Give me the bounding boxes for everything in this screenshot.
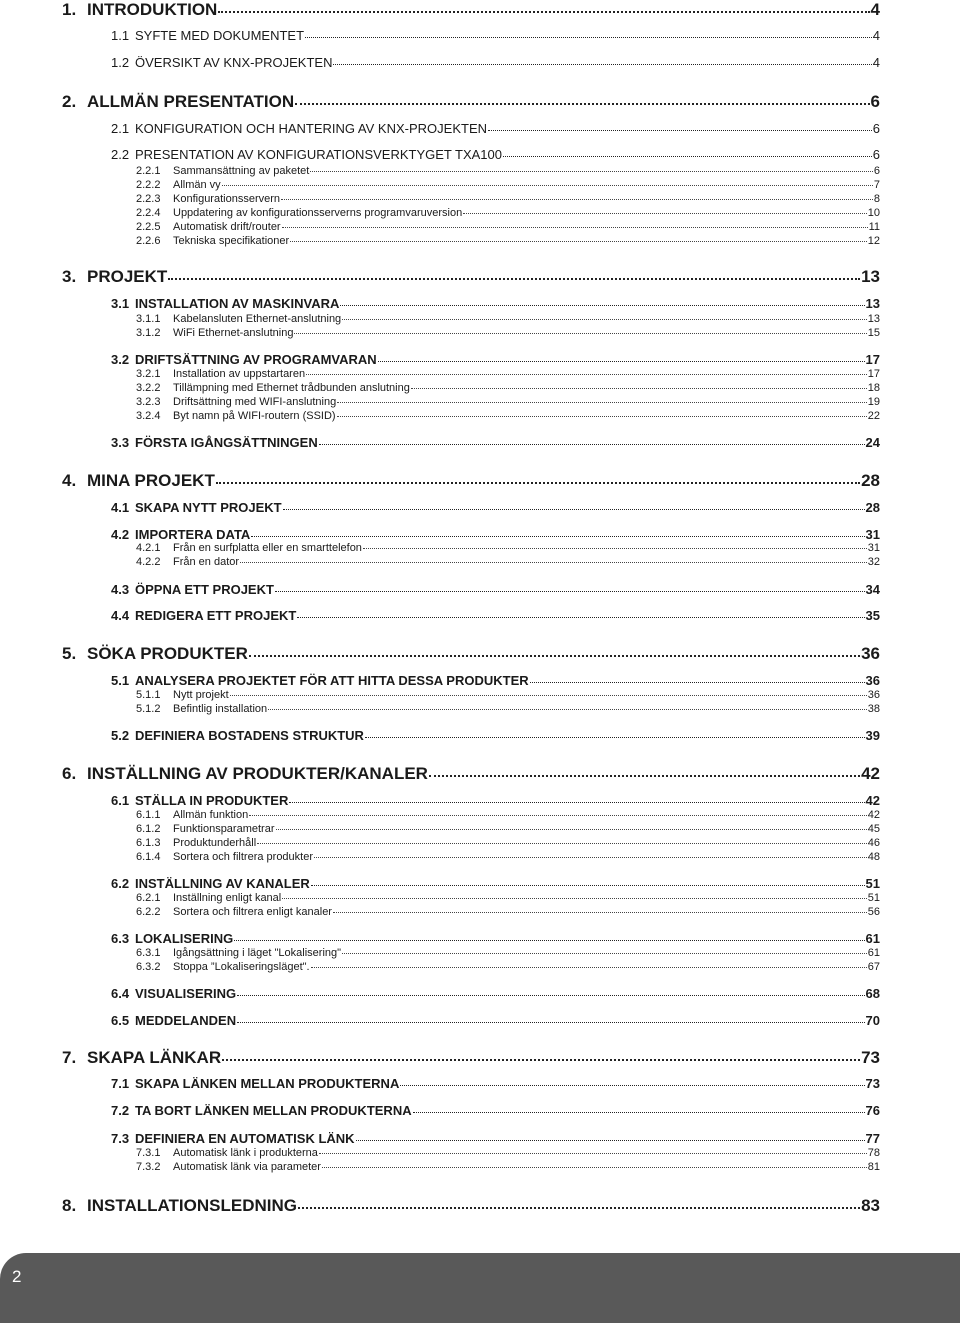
toc-entry-level-3[interactable] [136, 369, 880, 380]
toc-entry-page: 81 [867, 1161, 880, 1173]
toc-entry-number: 2. [62, 92, 77, 111]
dot-leader [378, 361, 865, 362]
toc-entry-level-3[interactable] [136, 236, 880, 247]
toc-entry-level-3[interactable] [136, 180, 880, 191]
toc-entry-title: ANALYSERA PROJEKTET FÖR ATT HITTA DESSA PRODUKTER [135, 673, 529, 688]
toc-entry-number: 5.1.1 [136, 689, 161, 701]
toc-entry-page: 6 [872, 121, 880, 136]
toc-entry-title: ÖPPNA ETT PROJEKT [135, 582, 274, 597]
toc-entry-number: 3.2.1 [136, 368, 161, 380]
toc-entry-number: 6.4 [111, 986, 130, 1001]
toc-entry-number: 2.2.1 [136, 165, 161, 177]
toc-entry-title: SKAPA LÄNKEN MELLAN PRODUKTERNA [135, 1076, 400, 1091]
toc-entry-page: 51 [867, 892, 880, 904]
toc-entry-page: 6 [870, 92, 880, 111]
toc-entry-level-2[interactable] [111, 729, 880, 742]
toc-entry-level-2[interactable] [111, 674, 880, 687]
toc-entry-page: 8 [873, 193, 880, 205]
toc-entry-page: 22 [867, 410, 880, 422]
dot-leader [311, 885, 865, 886]
toc-entry-title: VISUALISERING [135, 986, 237, 1001]
toc-entry-title: Tekniska specifikationer [173, 235, 290, 247]
toc-entry-level-1[interactable] [62, 1197, 880, 1214]
dot-leader [488, 130, 872, 131]
toc-entry-page: 39 [865, 728, 880, 743]
dot-leader [230, 695, 867, 696]
toc-entry-page: 10 [867, 207, 880, 219]
toc-entry-page: 6 [872, 147, 880, 162]
dot-leader [319, 1153, 867, 1154]
toc-entry-level-3[interactable] [136, 1148, 880, 1159]
toc-entry-title: PRESENTATION AV KONFIGURATIONSVERKTYGET TXA100 [135, 147, 502, 162]
toc-entry-page: 68 [865, 986, 880, 1001]
toc-entry-number: 3.2.2 [136, 382, 161, 394]
toc-entry-page: 17 [867, 368, 880, 380]
toc-entry-number: 3.1.2 [136, 327, 161, 339]
dot-leader [340, 305, 864, 306]
dot-leader [249, 815, 867, 816]
toc-entry-level-3[interactable] [136, 838, 880, 849]
toc-entry-number: 7. [62, 1048, 77, 1067]
toc-entry-number: 6.1.4 [136, 851, 161, 863]
dot-leader [365, 737, 865, 738]
dot-leader [237, 1022, 864, 1023]
dot-leader [216, 482, 860, 484]
dot-leader [282, 227, 868, 228]
toc-entry-page: 35 [865, 608, 880, 623]
dot-leader [337, 402, 867, 403]
toc-entry-page: 6 [873, 165, 880, 177]
dot-leader [295, 103, 869, 105]
dot-leader [222, 185, 873, 186]
toc-entry-page: 77 [865, 1131, 880, 1146]
toc-entry-title: REDIGERA ETT PROJEKT [135, 608, 297, 623]
page-number: 2 [12, 1267, 22, 1286]
toc-entry-number: 6. [62, 764, 77, 783]
dot-leader [342, 319, 867, 320]
toc-entry-page: 76 [865, 1103, 880, 1118]
toc-entry-page: 78 [867, 1147, 880, 1159]
toc-entry-number: 6.2.1 [136, 892, 161, 904]
toc-entry-number: 3.2 [111, 352, 130, 367]
toc-entry-title: MEDDELANDEN [135, 1013, 237, 1028]
toc-entry-page: 61 [865, 931, 880, 946]
toc-entry-level-2[interactable] [111, 932, 880, 945]
toc-entry-title: Konfigurationsservern [173, 193, 281, 205]
toc-entry-title: DEFINIERA BOSTADENS STRUKTUR [135, 728, 364, 743]
toc-entry-level-2[interactable] [111, 609, 880, 622]
toc-entry-level-2[interactable] [111, 583, 880, 596]
toc-entry-title: Driftsättning med WIFI-anslutning [173, 396, 337, 408]
dot-leader [234, 940, 864, 941]
toc-entry-number: 2.2.3 [136, 193, 161, 205]
toc-entry-title: MINA PROJEKT [87, 471, 215, 490]
toc-entry-title: SÖKA PRODUKTER [87, 644, 248, 663]
toc-entry-number: 6.3 [111, 931, 130, 946]
toc-entry-page: 13 [865, 296, 880, 311]
toc-entry-title: Sortera och filtrera produkter [173, 851, 314, 863]
toc-entry-title: ALLMÄN PRESENTATION [87, 92, 295, 111]
toc-entry-title: Befintlig installation [173, 703, 268, 715]
toc-entry-level-2[interactable] [111, 1077, 880, 1090]
toc-entry-title: Kabelansluten Ethernet-anslutning [173, 313, 342, 325]
dot-leader [413, 1112, 865, 1113]
toc-entry-number: 4.1 [111, 500, 130, 515]
toc-entry-title: Funktionsparametrar [173, 823, 275, 835]
dot-leader [168, 278, 860, 280]
toc-entry-level-2[interactable] [111, 148, 880, 161]
toc-entry-title: Nytt projekt [173, 689, 229, 701]
toc-entry-number: 6.3.2 [136, 961, 161, 973]
toc-entry-number: 4. [62, 471, 77, 490]
toc-entry-page: 15 [867, 327, 880, 339]
toc-entry-level-3[interactable] [136, 222, 880, 233]
toc-entry-level-2[interactable] [111, 436, 880, 449]
toc-entry-title: ÖVERSIKT AV KNX-PROJEKTEN [135, 55, 333, 70]
toc-entry-level-2[interactable] [111, 877, 880, 890]
toc-entry-level-3[interactable] [136, 893, 880, 904]
toc-entry-title: INSTALLATION AV MASKINVARA [135, 296, 340, 311]
toc-entry-level-2[interactable] [111, 794, 880, 807]
dot-leader [463, 213, 867, 214]
dot-leader [276, 829, 867, 830]
dot-leader [322, 1167, 867, 1168]
toc-entry-number: 2.2.6 [136, 235, 161, 247]
toc-entry-page: 42 [861, 764, 880, 783]
toc-entry-title: Produktunderhåll [173, 837, 257, 849]
toc-entry-number: 5.1.2 [136, 703, 161, 715]
dot-leader [289, 802, 864, 803]
toc-entry-number: 7.3.1 [136, 1147, 161, 1159]
dot-leader [429, 775, 860, 777]
toc-entry-level-1[interactable] [62, 1, 880, 18]
toc-entry-title: KONFIGURATION OCH HANTERING AV KNX-PROJEKTEN [135, 121, 487, 136]
toc-entry-title: WiFi Ethernet-anslutning [173, 327, 294, 339]
toc-entry-level-3[interactable] [136, 328, 880, 339]
toc-entry-page: 38 [867, 703, 880, 715]
toc-entry-level-3[interactable] [136, 194, 880, 205]
dot-leader [342, 953, 867, 954]
toc-entry-title: Byt namn på WIFI-routern (SSID) [173, 410, 336, 422]
toc-entry-level-2[interactable] [111, 528, 880, 541]
toc-entry-number: 2.2.2 [136, 179, 161, 191]
toc-entry-title: Installation av uppstartaren [173, 368, 306, 380]
toc-entry-level-3[interactable] [136, 907, 880, 918]
toc-entry-number: 4.3 [111, 582, 130, 597]
dot-leader [314, 857, 867, 858]
toc-entry-level-2[interactable] [111, 1014, 880, 1027]
toc-entry-level-3[interactable] [136, 962, 880, 973]
toc-entry-number: 6.2.2 [136, 906, 161, 918]
toc-entry-number: 7.3 [111, 1131, 130, 1146]
toc-entry-title: Från en surfplatta eller en smarttelefon [173, 542, 362, 554]
dot-leader [319, 444, 865, 445]
toc-entry-title: INTRODUKTION [87, 0, 218, 19]
dot-leader [281, 199, 873, 200]
toc-entry-number: 3.1.1 [136, 313, 161, 325]
toc-entry-title: Uppdatering av konfigurationsserverns programvaruversion [173, 207, 463, 219]
dot-leader [290, 241, 867, 242]
toc-entry-level-3[interactable] [136, 314, 880, 325]
toc-entry-number: 4.2 [111, 527, 130, 542]
toc-entry-number: 1. [62, 0, 77, 19]
toc-entry-number: 5.1 [111, 673, 130, 688]
dot-leader [222, 1059, 860, 1061]
toc-entry-page: 28 [865, 500, 880, 515]
toc-entry-level-3[interactable] [136, 948, 880, 959]
toc-entry-page: 73 [861, 1048, 880, 1067]
toc-entry-number: 2.1 [111, 121, 130, 136]
toc-entry-page: 51 [865, 876, 880, 891]
toc-entry-page: 28 [861, 471, 880, 490]
toc-entry-page: 18 [867, 382, 880, 394]
dot-leader [249, 655, 860, 657]
toc-entry-level-3[interactable] [136, 704, 880, 715]
toc-entry-number: 2.2 [111, 147, 130, 162]
dot-leader [297, 617, 864, 618]
toc-entry-level-3[interactable] [136, 690, 880, 701]
dot-leader [356, 1140, 865, 1141]
toc-entry-level-3[interactable] [136, 810, 880, 821]
toc-entry-page: 4 [870, 0, 880, 19]
dot-leader [333, 64, 871, 65]
toc-entry-title: Automatisk länk via parameter [173, 1161, 321, 1173]
toc-entry-level-2[interactable] [111, 56, 880, 69]
toc-entry-page: 4 [872, 55, 880, 70]
toc-entry-level-3[interactable] [136, 383, 880, 394]
toc-entry-page: 13 [867, 313, 880, 325]
toc-entry-page: 42 [867, 809, 880, 821]
toc-entry-number: 4.4 [111, 608, 130, 623]
dot-leader [237, 995, 864, 996]
toc-entry-page: 7 [873, 179, 880, 191]
toc-entry-number: 6.5 [111, 1013, 130, 1028]
toc-entry-number: 6.1.2 [136, 823, 161, 835]
toc-entry-number: 7.1 [111, 1076, 130, 1091]
dot-leader [411, 388, 867, 389]
toc-entry-title: Stoppa ”Lokaliseringsläget". [173, 961, 310, 973]
toc-entry-page: 34 [865, 582, 880, 597]
toc-entry-number: 4.2.2 [136, 556, 161, 568]
toc-entry-level-2[interactable] [111, 353, 880, 366]
dot-leader [306, 374, 867, 375]
dot-leader [298, 1207, 860, 1209]
toc-entry-title: INSTALLATIONSLEDNING [87, 1196, 297, 1215]
dot-leader [251, 536, 864, 537]
toc-entry-level-1[interactable] [62, 472, 880, 489]
dot-leader [333, 912, 867, 913]
toc-entry-number: 6.3.1 [136, 947, 161, 959]
toc-entry-page: 67 [867, 961, 880, 973]
toc-entry-level-2[interactable] [111, 122, 880, 135]
toc-entry-title: SKAPA NYTT PROJEKT [135, 500, 282, 515]
toc-entry-page: 12 [867, 235, 880, 247]
toc-entry-level-1[interactable] [62, 93, 880, 110]
toc-entry-number: 1.2 [111, 55, 130, 70]
toc-entry-number: 5.2 [111, 728, 130, 743]
toc-entry-level-3[interactable] [136, 852, 880, 863]
dot-leader [400, 1085, 864, 1086]
toc-entry-page: 19 [867, 396, 880, 408]
toc-entry-page: 42 [865, 793, 880, 808]
toc-entry-page: 83 [861, 1196, 880, 1215]
toc-entry-number: 5. [62, 644, 77, 663]
toc-entry-level-1[interactable] [62, 1049, 880, 1066]
toc-entry-title: IMPORTERA DATA [135, 527, 251, 542]
toc-entry-page: 17 [865, 352, 880, 367]
dot-leader [310, 171, 873, 172]
toc-entry-title: SKAPA LÄNKAR [87, 1048, 222, 1067]
toc-entry-page: 4 [872, 28, 880, 43]
toc-entry-number: 6.2 [111, 876, 130, 891]
toc-entry-title: Tillämpning med Ethernet trådbunden anslutning [173, 382, 410, 394]
toc-entry-number: 7.2 [111, 1103, 130, 1118]
toc-entry-page: 46 [867, 837, 880, 849]
toc-entry-number: 3.1 [111, 296, 130, 311]
toc-entry-title: STÄLLA IN PRODUKTER [135, 793, 289, 808]
dot-leader [337, 416, 867, 417]
dot-leader [305, 37, 872, 38]
dot-leader [311, 967, 867, 968]
toc-entry-page: 24 [865, 435, 880, 450]
toc-entry-page: 36 [861, 644, 880, 663]
toc-entry-number: 8. [62, 1196, 77, 1215]
toc-entry-page: 45 [867, 823, 880, 835]
toc-entry-page: 73 [865, 1076, 880, 1091]
toc-entry-title: Igångsättning i läget "Lokalisering" [173, 947, 342, 959]
toc-entry-page: 36 [867, 689, 880, 701]
dot-leader [503, 156, 872, 157]
dot-leader [363, 548, 867, 549]
dot-leader [275, 591, 865, 592]
toc-entry-title: INSTÄLLNING AV PRODUKTER/KANALER [87, 764, 428, 783]
toc-entry-level-2[interactable] [111, 1104, 880, 1117]
toc-entry-title: Sortera och filtrera enligt kanaler [173, 906, 332, 918]
toc-entry-title: Allmän vy [173, 179, 221, 191]
toc-entry-number: 7.3.2 [136, 1161, 161, 1173]
dot-leader [282, 898, 867, 899]
toc-entry-level-2[interactable] [111, 1132, 880, 1145]
toc-entry-page: 70 [865, 1013, 880, 1028]
dot-leader [257, 843, 867, 844]
toc-entry-title: PROJEKT [87, 267, 168, 286]
toc-entry-level-3[interactable] [136, 543, 880, 554]
toc-entry-number: 6.1.1 [136, 809, 161, 821]
toc-entry-level-3[interactable] [136, 1162, 880, 1173]
toc-entry-number: 3.2.4 [136, 410, 161, 422]
toc-entry-title: INSTÄLLNING AV KANALER [135, 876, 310, 891]
toc-entry-page: 36 [865, 673, 880, 688]
page-footer [0, 1253, 960, 1323]
toc-entry-title: SYFTE MED DOKUMENTET [135, 28, 305, 43]
toc-entry-level-3[interactable] [136, 166, 880, 177]
toc-entry-title: Automatisk länk i produkterna [173, 1147, 318, 1159]
dot-leader [283, 509, 865, 510]
toc-entry-level-1[interactable] [62, 765, 880, 782]
toc-entry-level-2[interactable] [111, 297, 880, 310]
toc-entry-level-2[interactable] [111, 987, 880, 1000]
toc-entry-page: 31 [867, 542, 880, 554]
dot-leader [268, 709, 867, 710]
toc-entry-page: 56 [867, 906, 880, 918]
toc-entry-level-3[interactable] [136, 557, 880, 568]
toc-entry-page: 31 [865, 527, 880, 542]
dot-leader [294, 333, 866, 334]
toc-entry-number: 3. [62, 267, 77, 286]
toc-entry-title: TA BORT LÄNKEN MELLAN PRODUKTERNA [135, 1103, 412, 1118]
toc-entry-number: 2.2.4 [136, 207, 161, 219]
dot-leader [240, 562, 867, 563]
toc-entry-level-3[interactable] [136, 397, 880, 408]
toc-entry-title: DRIFTSÄTTNING AV PROGRAMVARAN [135, 352, 377, 367]
toc-entry-level-3[interactable] [136, 824, 880, 835]
toc-entry-page: 13 [861, 267, 880, 286]
toc-entry-number: 6.1 [111, 793, 130, 808]
toc-entry-title: Automatisk drift/router [173, 221, 281, 233]
toc-entry-page: 11 [868, 221, 880, 233]
dot-leader [218, 11, 869, 13]
toc-entry-title: DEFINIERA EN AUTOMATISK LÄNK [135, 1131, 355, 1146]
toc-entry-title: Från en dator [173, 556, 240, 568]
toc-entry-page: 32 [867, 556, 880, 568]
toc-entry-number: 1.1 [111, 28, 130, 43]
toc-entry-page: 48 [867, 851, 880, 863]
toc-entry-title: Allmän funktion [173, 809, 249, 821]
toc-entry-title: Sammansättning av paketet [173, 165, 310, 177]
toc-entry-level-2[interactable] [111, 29, 880, 42]
toc-entry-title: LOKALISERING [135, 931, 234, 946]
toc-entry-level-3[interactable] [136, 208, 880, 219]
toc-entry-number: 2.2.5 [136, 221, 161, 233]
dot-leader [530, 682, 865, 683]
toc-entry-level-2[interactable] [111, 501, 880, 514]
toc-entry-title: FÖRSTA IGÅNGSÄTTNINGEN [135, 435, 318, 450]
toc-entry-level-1[interactable] [62, 645, 880, 662]
toc-entry-page: 61 [867, 947, 880, 959]
toc-entry-number: 3.3 [111, 435, 130, 450]
toc-entry-level-3[interactable] [136, 411, 880, 422]
toc-entry-level-1[interactable] [62, 268, 880, 285]
toc-entry-number: 3.2.3 [136, 396, 161, 408]
toc-entry-number: 4.2.1 [136, 542, 161, 554]
toc-entry-title: Inställning enligt kanal [173, 892, 282, 904]
toc-entry-number: 6.1.3 [136, 837, 161, 849]
